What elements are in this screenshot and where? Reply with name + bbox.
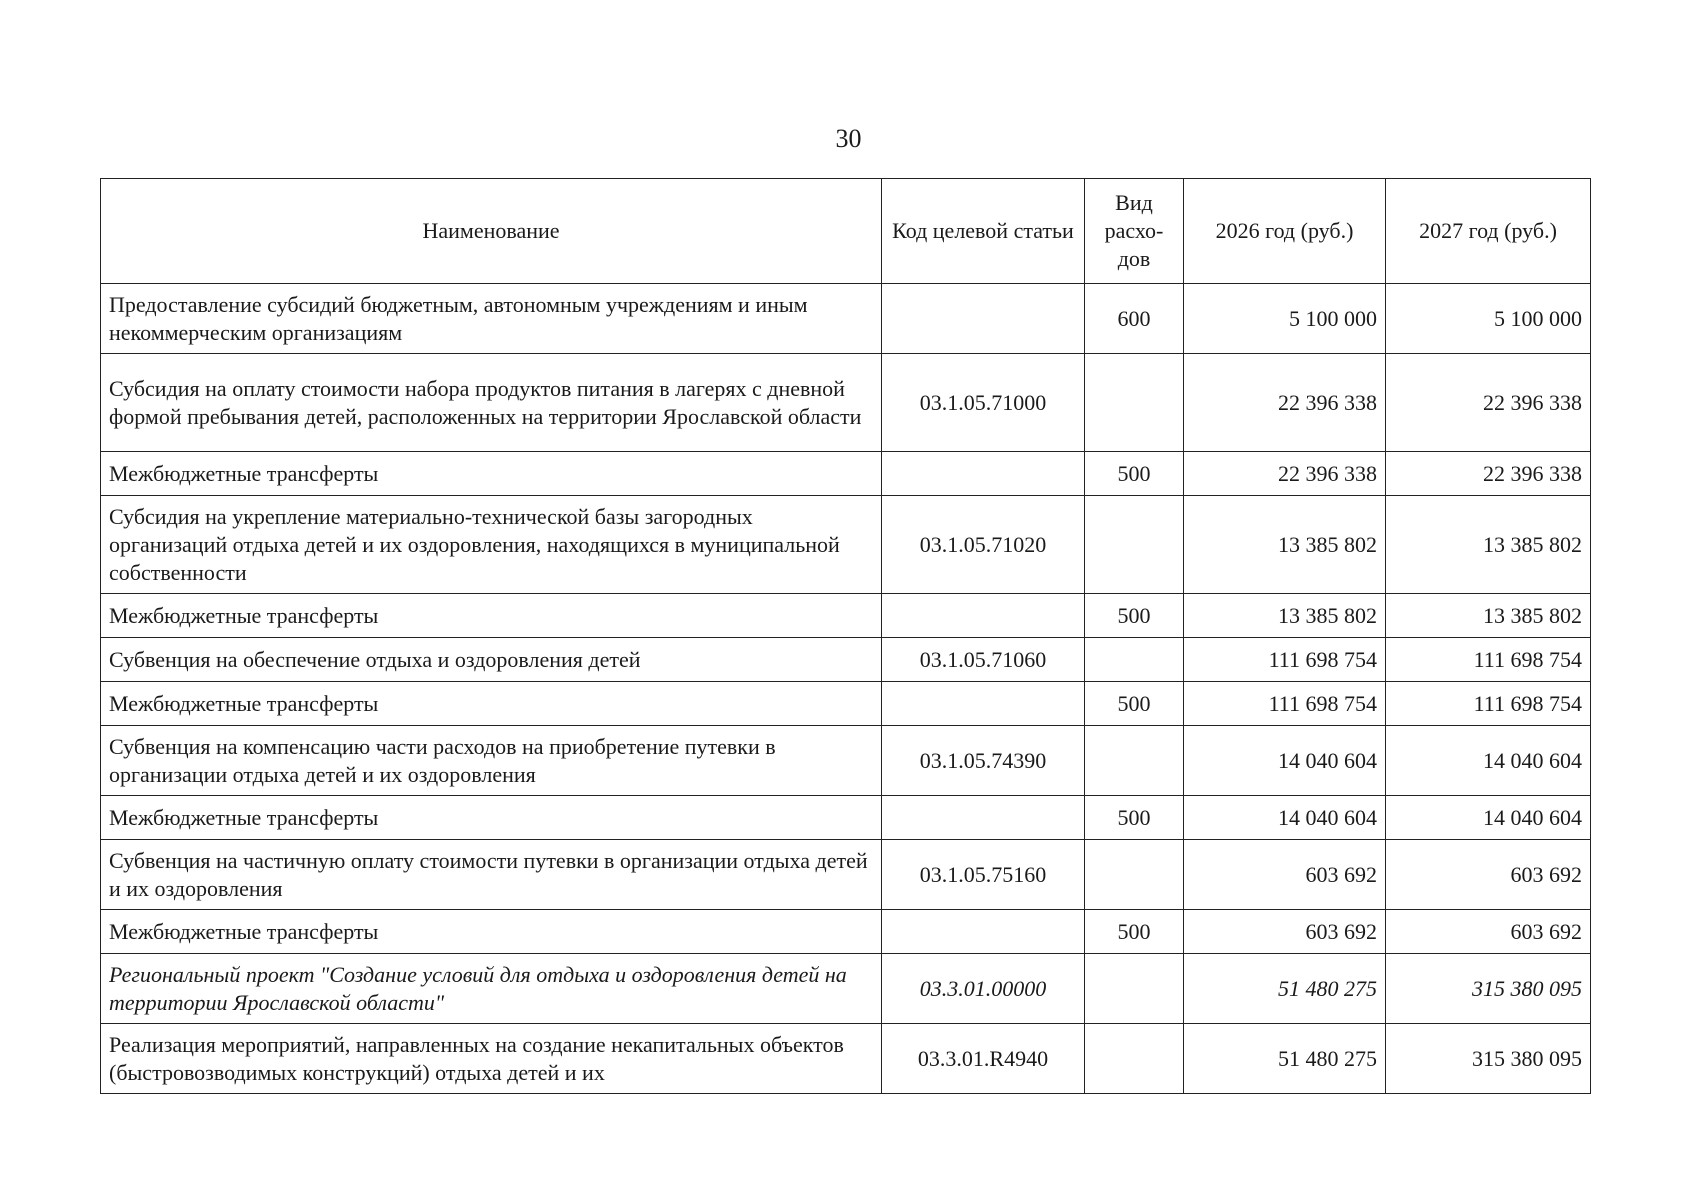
row-code [882,594,1085,638]
row-code: 03.3.01.00000 [882,954,1085,1024]
row-code: 03.1.05.74390 [882,726,1085,796]
row-name: Межбюджетные трансферты [101,910,882,954]
budget-table [100,178,1591,1094]
row-2027: 315 380 095 [1386,1024,1591,1094]
row-2026: 14 040 604 [1184,796,1386,840]
row-kind [1085,638,1184,682]
table-row [101,840,1591,910]
row-2027: 22 396 338 [1386,452,1591,496]
row-code [882,796,1085,840]
row-code [882,910,1085,954]
row-2026: 111 698 754 [1184,682,1386,726]
row-2027: 14 040 604 [1386,796,1591,840]
row-2026: 22 396 338 [1184,452,1386,496]
row-name: Региональный проект "Создание условий для отдыха и оздоровления детей на территории Ярославской области" [101,954,882,1024]
table-row [101,594,1591,638]
row-code: 03.1.05.71000 [882,354,1085,452]
table-row [101,726,1591,796]
table-row [101,638,1591,682]
table-row-project [101,954,1591,1024]
row-2026: 13 385 802 [1184,496,1386,594]
row-kind: 500 [1085,910,1184,954]
row-2026: 13 385 802 [1184,594,1386,638]
row-2026: 22 396 338 [1184,354,1386,452]
row-2027: 14 040 604 [1386,726,1591,796]
row-name: Субвенция на частичную оплату стоимости путевки в организации отдыха детей и их оздоровления [101,840,882,910]
row-code: 03.1.05.71020 [882,496,1085,594]
row-name: Реализация мероприятий, направленных на создание некапитальных объектов (быстровозводимых конструкций) отдыха детей и их [101,1024,882,1094]
row-2026: 111 698 754 [1184,638,1386,682]
table-row [101,452,1591,496]
row-name: Межбюджетные трансферты [101,796,882,840]
row-2027: 5 100 000 [1386,284,1591,354]
row-2027: 603 692 [1386,840,1591,910]
row-code: 03.1.05.75160 [882,840,1085,910]
row-2026: 14 040 604 [1184,726,1386,796]
row-name: Субсидия на оплату стоимости набора продуктов питания в лагерях с дневной формой пребывания детей, расположенных на территории Ярославской области [101,354,882,452]
row-kind [1085,1024,1184,1094]
row-name: Межбюджетные трансферты [101,452,882,496]
table-row [101,284,1591,354]
row-kind: 500 [1085,682,1184,726]
row-name: Субвенция на обеспечение отдыха и оздоровления детей [101,638,882,682]
row-2026: 603 692 [1184,910,1386,954]
table-row [101,910,1591,954]
table-row [101,796,1591,840]
header-kind: Вид расхо-дов [1085,179,1184,284]
row-code [882,682,1085,726]
row-2027: 315 380 095 [1386,954,1591,1024]
row-kind [1085,354,1184,452]
row-name: Межбюджетные трансферты [101,594,882,638]
table-row [101,496,1591,594]
page-number: 30 [835,124,862,153]
row-kind: 600 [1085,284,1184,354]
row-kind [1085,496,1184,594]
row-kind [1085,954,1184,1024]
row-kind: 500 [1085,452,1184,496]
header-code: Код целевой статьи [882,179,1085,284]
row-2027: 13 385 802 [1386,496,1591,594]
row-kind [1085,840,1184,910]
table-row [101,1024,1591,1094]
row-2027: 111 698 754 [1386,682,1591,726]
header-2026: 2026 год (руб.) [1184,179,1386,284]
row-code [882,284,1085,354]
row-2026: 5 100 000 [1184,284,1386,354]
row-name: Субсидия на укрепление материально-технической базы загородных организаций отдыха детей и их оздоровления, находящихся в муниципальной собственности [101,496,882,594]
row-2026: 51 480 275 [1184,954,1386,1024]
table-header-row [101,179,1591,284]
header-name: Наименование [101,179,882,284]
row-2026: 51 480 275 [1184,1024,1386,1094]
row-2027: 603 692 [1386,910,1591,954]
row-2027: 111 698 754 [1386,638,1591,682]
table-row [101,354,1591,452]
row-kind: 500 [1085,594,1184,638]
row-kind: 500 [1085,796,1184,840]
row-code: 03.3.01.R4940 [882,1024,1085,1094]
table-row [101,682,1591,726]
row-name: Субвенция на компенсацию части расходов на приобретение путевки в организации отдыха детей и их оздоровления [101,726,882,796]
header-2027: 2027 год (руб.) [1386,179,1591,284]
row-2027: 22 396 338 [1386,354,1591,452]
row-code: 03.1.05.71060 [882,638,1085,682]
row-code [882,452,1085,496]
row-name: Предоставление субсидий бюджетным, автономным учреждениям и иным некоммерческим организациям [101,284,882,354]
row-2026: 603 692 [1184,840,1386,910]
row-name: Межбюджетные трансферты [101,682,882,726]
row-2027: 13 385 802 [1386,594,1591,638]
row-kind [1085,726,1184,796]
